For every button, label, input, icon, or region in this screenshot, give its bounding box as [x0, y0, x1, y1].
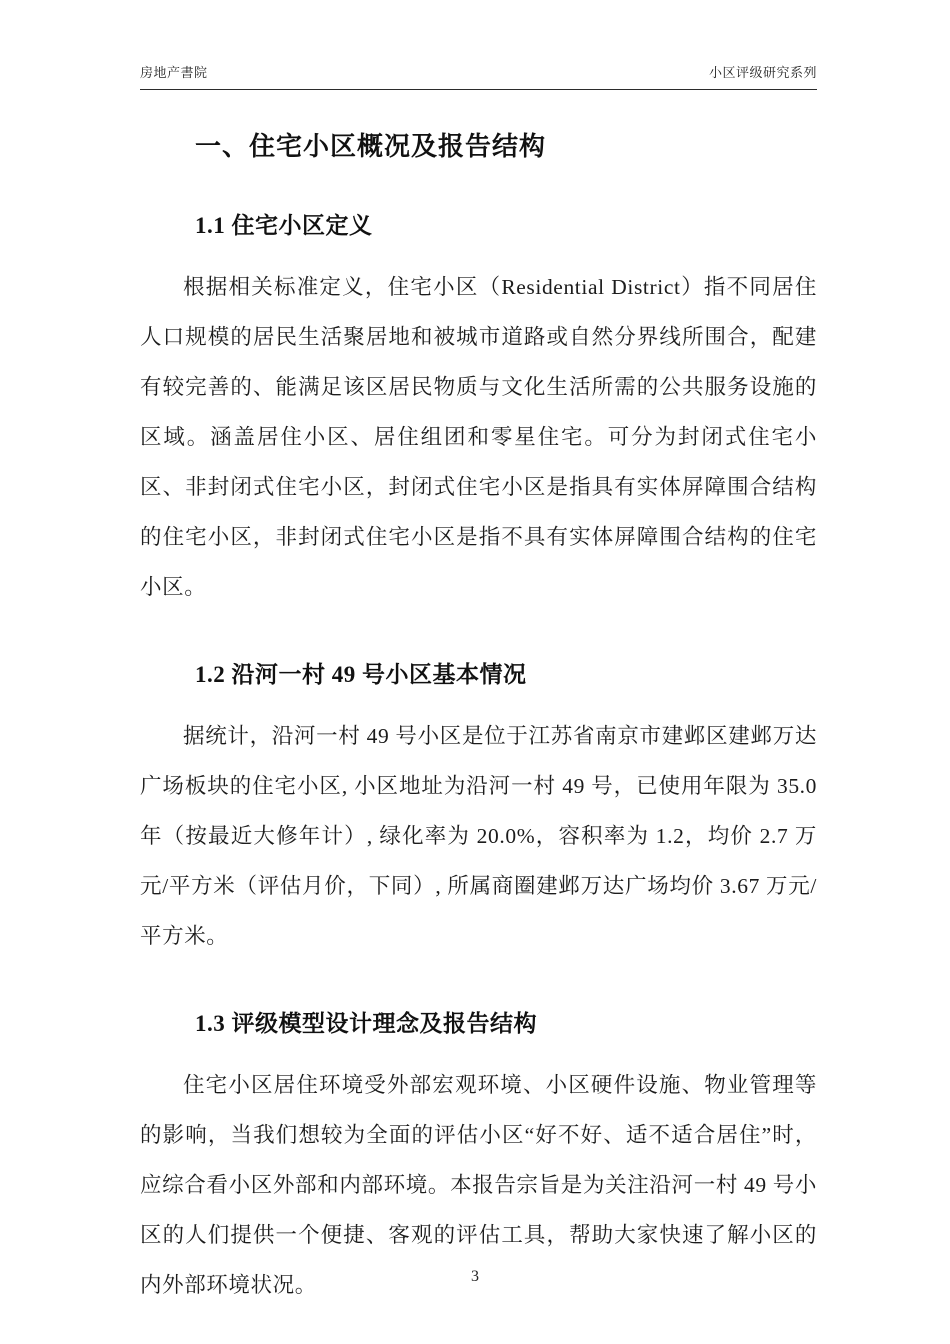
header-left-text: 房地产書院: [140, 65, 208, 80]
section-1-1: [140, 207, 817, 612]
page-number: 3: [471, 1268, 479, 1285]
section-1-3-paragraph: 住宅小区居住环境受外部宏观环境、小区硬件设施、物业管理等的影响，当我们想较为全面的评估小区“好不好、适不适合居住”时，应综合看小区外部和内部环境。本报告宗旨是为关注沿河一村 49 号小区的人们提供一个便捷、客观的评估工具，帮助大家快速了解小区的内外部环境状况。: [140, 1073, 817, 1297]
section-heading-1-1: 1.1 住宅小区定义: [195, 213, 373, 238]
section-heading-1-2: 1.2 沿河一村 49 号小区基本情况: [195, 662, 527, 687]
page-footer: [0, 1268, 950, 1286]
header-right-text: 小区评级研究系列: [708, 65, 817, 80]
section-heading-1-3: 1.3 评级模型设计理念及报告结构: [195, 1011, 537, 1036]
section-1-3: [140, 1005, 817, 1310]
section-1-1-paragraph: 根据相关标准定义，住宅小区（Residential District）指不同居住人口规模的居民生活聚居地和被城市道路或自然分界线所围合，配建有较完善的、能满足该区居民物质与文化生活所需的公共服务设施的区域。涵盖居住小区、居住组团和零星住宅。可分为封闭式住宅小区、非封闭式住宅小区，封闭式住宅小区是指具有实体屏障围合结构的住宅小区，非封闭式住宅小区是指不具有实体屏障围合结构的住宅小区。: [140, 275, 817, 599]
section-1-2-paragraph: 据统计，沿河一村 49 号小区是位于江苏省南京市建邺区建邺万达广场板块的住宅小区, 小区地址为沿河一村 49 号，已使用年限为 35.0 年（按最近大修年计）, 绿化率为 20.0%，容积率为 1.2，均价 2.7 万元/平方米（评估月价，下同）, 所属商圈建邺万达广场均价 3.67 万元/平方米。: [140, 724, 817, 948]
document-content: [140, 108, 817, 1310]
page-header: [140, 62, 817, 90]
section-1-2: [140, 656, 817, 961]
document-title: 一、住宅小区概况及报告结构: [195, 132, 547, 161]
